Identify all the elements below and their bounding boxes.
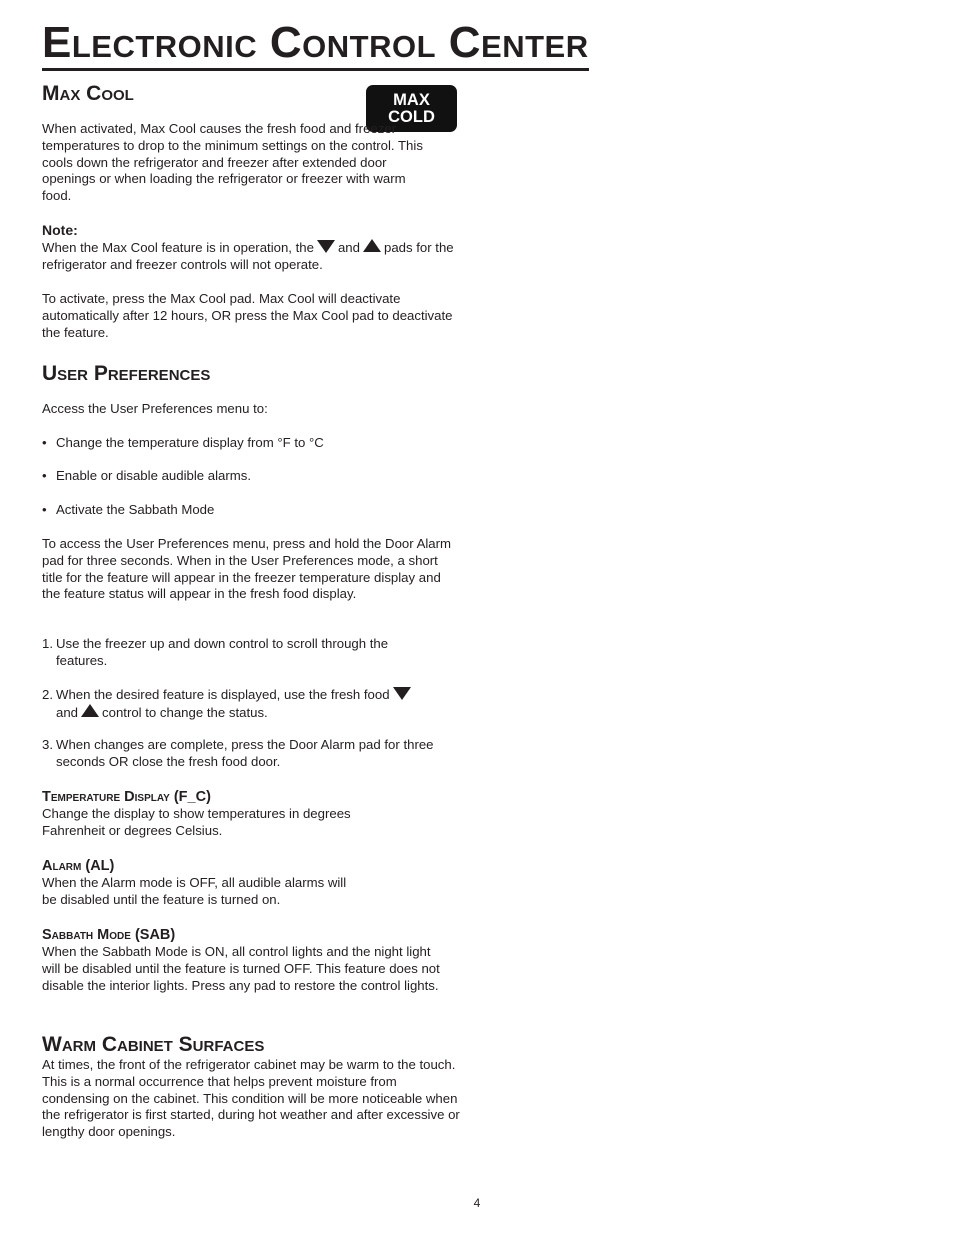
down-arrow-icon <box>393 687 411 700</box>
warm-cabinet-heading: Warm Cabinet Surfaces <box>42 1033 265 1056</box>
sabbath-mode-text: When the Sabbath Mode is ON, all control lights and the night light will be disabled until the feature is turned OFF. This feature does not disable the interior lights. Press any pad to restore the control lights. <box>42 944 440 993</box>
step-1 <box>42 636 442 670</box>
step-1-number: 1. <box>42 636 53 651</box>
list-item: • Enable or disable audible alarms. <box>42 468 462 485</box>
max-cool-activate-text: To activate, press the Max Cool pad. Max Cool will deactivate automatically after 12 hours, OR press the Max Cool pad to deactivate the feature. <box>42 291 453 340</box>
up-arrow-icon <box>363 239 381 252</box>
step-3-text: When changes are complete, press the Door Alarm pad for three seconds OR close the fresh food door. <box>56 737 434 769</box>
user-preferences-heading: User Preferences <box>42 362 211 385</box>
step-1-text: Use the freezer up and down control to scroll through the features. <box>56 636 389 668</box>
sabbath-mode-heading: Sabbath Mode (SAB) <box>42 927 176 943</box>
step-2 <box>42 687 444 722</box>
note-text-part1: When the Max Cool feature is in operation, the <box>42 240 314 255</box>
note-label: Note: <box>42 222 78 238</box>
step-3-number: 3. <box>42 737 53 752</box>
alarm-text-line2: be disabled until the feature is turned on. <box>42 891 281 907</box>
down-arrow-icon <box>317 240 335 253</box>
step-3 <box>42 737 442 771</box>
step-2-and: and <box>56 704 79 720</box>
up-arrow-icon <box>81 704 99 717</box>
alarm-heading: Alarm (AL) <box>42 858 115 874</box>
temperature-display-text: Change the display to show temperatures in degrees Fahrenheit or degrees Celsius. <box>42 806 351 838</box>
note-and: and <box>337 240 360 255</box>
list-item: • Change the temperature display from °F to °C <box>42 435 462 452</box>
note-text <box>42 239 462 274</box>
page-number: 4 <box>473 1196 481 1210</box>
page-title: Electronic Control Center <box>42 18 589 71</box>
max-cold-badge-line2: COLD <box>388 107 435 126</box>
warm-cabinet-text: At times, the front of the refrigerator cabinet may be warm to the touch. This is a normal occurrence that helps prevent moisture from condensing on the cabinet. This condition will be more noticeable when the refrigerator is first started, during hot weather and after excessive or lengthy door openings. <box>42 1057 460 1140</box>
list-item: • Activate the Sabbath Mode <box>42 502 462 519</box>
user-preferences-intro: Access the User Preferences menu to: <box>42 401 268 416</box>
note-text-part2: pads for the refrigerator and freezer controls will not operate. <box>42 240 454 272</box>
max-cold-badge-line1: MAX <box>393 90 430 109</box>
max-cool-description: When activated, Max Cool causes the fresh food and freezer temperatures to drop to the minimum settings on the control. This cools down the refrigerator and freezer after extended door openings or when loading the refrigerator or freezer with warm food. <box>42 121 423 204</box>
alarm-text-line1: When the Alarm mode is OFF, all audible alarms will <box>42 875 347 890</box>
user-preferences-access-text: To access the User Preferences menu, press and hold the Door Alarm pad for three seconds. When in the User Preferences mode, a short title for the feature will appear in the freezer temperature display and the feature status will appear in the fresh food display. <box>42 536 452 602</box>
step-2-number: 2. <box>42 687 53 702</box>
step-2-text-a: When the desired feature is displayed, use the fresh food <box>56 687 390 702</box>
temperature-display-heading: Temperature Display (F_C) <box>42 789 211 805</box>
step-2-text-b: control to change the status. <box>102 704 268 720</box>
max-cool-heading: Max Cool <box>42 82 134 105</box>
